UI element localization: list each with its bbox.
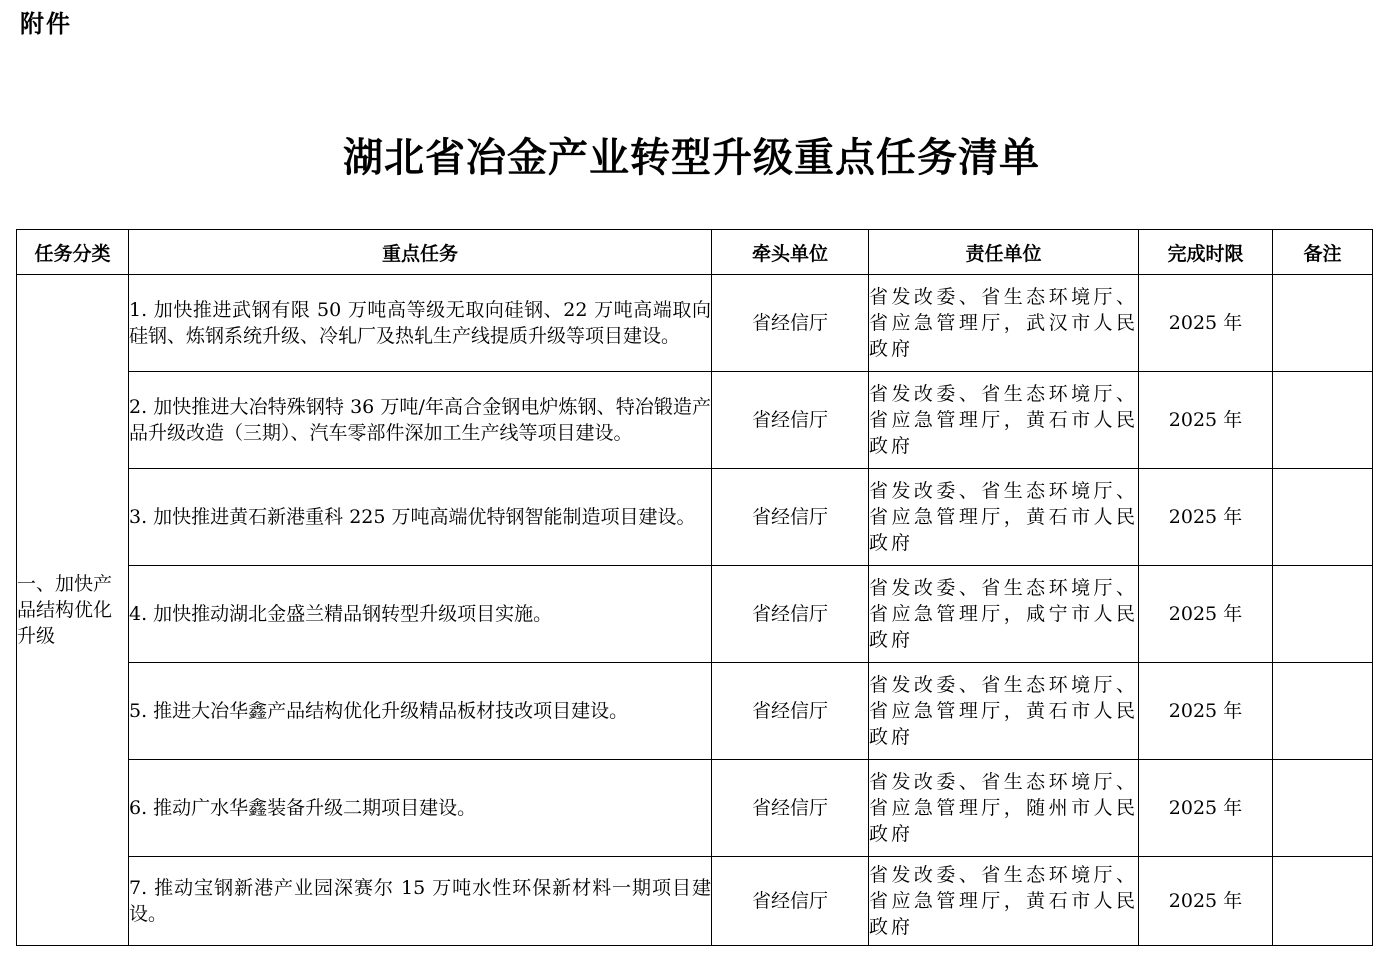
header-category: 任务分类: [17, 230, 129, 275]
responsible-cell: 省发改委、省生态环境厅、省应急管理厅，黄石市人民政府: [869, 372, 1139, 469]
responsible-cell: 省发改委、省生态环境厅、省应急管理厅，黄石市人民政府: [869, 469, 1139, 566]
task-cell: 7. 推动宝钢新港产业园深赛尔 15 万吨水性环保新材料一期项目建设。: [129, 857, 712, 946]
note-cell: [1273, 760, 1373, 857]
header-task: 重点任务: [129, 230, 712, 275]
document-title: 湖北省冶金产业转型升级重点任务清单: [343, 134, 1040, 181]
category-cell: 一、加快产品结构优化升级: [17, 275, 129, 946]
lead-cell: 省经信厅: [712, 566, 869, 663]
task-table: [16, 229, 1373, 946]
lead-cell: 省经信厅: [712, 760, 869, 857]
deadline-cell: 2025 年: [1139, 663, 1273, 760]
task-cell: 5. 推进大冶华鑫产品结构优化升级精品板材技改项目建设。: [129, 663, 712, 760]
task-cell: 3. 加快推进黄石新港重科 225 万吨高端优特钢智能制造项目建设。: [129, 469, 712, 566]
responsible-cell: 省发改委、省生态环境厅、省应急管理厅，黄石市人民政府: [869, 663, 1139, 760]
task-cell: 2. 加快推进大冶特殊钢特 36 万吨/年高合金钢电炉炼钢、特冶锻造产品升级改造（三期）、汽车零部件深加工生产线等项目建设。: [129, 372, 712, 469]
header-deadline: 完成时限: [1139, 230, 1273, 275]
task-cell: 4. 加快推动湖北金盛兰精品钢转型升级项目实施。: [129, 566, 712, 663]
table-row: [17, 566, 1373, 663]
deadline-cell: 2025 年: [1139, 469, 1273, 566]
lead-cell: 省经信厅: [712, 275, 869, 372]
table-row: [17, 663, 1373, 760]
note-cell: [1273, 663, 1373, 760]
lead-cell: 省经信厅: [712, 857, 869, 946]
responsible-cell: 省发改委、省生态环境厅、省应急管理厅，武汉市人民政府: [869, 275, 1139, 372]
note-cell: [1273, 857, 1373, 946]
lead-cell: 省经信厅: [712, 663, 869, 760]
responsible-cell: 省发改委、省生态环境厅、省应急管理厅，随州市人民政府: [869, 760, 1139, 857]
note-cell: [1273, 566, 1373, 663]
table-row: [17, 275, 1373, 372]
deadline-cell: 2025 年: [1139, 275, 1273, 372]
task-cell: 1. 加快推进武钢有限 50 万吨高等级无取向硅钢、22 万吨高端取向硅钢、炼钢系统升级、冷轧厂及热轧生产线提质升级等项目建设。: [129, 275, 712, 372]
deadline-cell: 2025 年: [1139, 857, 1273, 946]
note-cell: [1273, 275, 1373, 372]
header-lead: 牵头单位: [712, 230, 869, 275]
deadline-cell: 2025 年: [1139, 372, 1273, 469]
note-cell: [1273, 372, 1373, 469]
table-row: [17, 857, 1373, 946]
table-row: [17, 469, 1373, 566]
task-cell: 6. 推动广水华鑫装备升级二期项目建设。: [129, 760, 712, 857]
responsible-cell: 省发改委、省生态环境厅、省应急管理厅，咸宁市人民政府: [869, 566, 1139, 663]
table-row: [17, 760, 1373, 857]
lead-cell: 省经信厅: [712, 372, 869, 469]
table-header-row: [17, 230, 1373, 275]
note-cell: [1273, 469, 1373, 566]
deadline-cell: 2025 年: [1139, 760, 1273, 857]
lead-cell: 省经信厅: [712, 469, 869, 566]
header-responsible: 责任单位: [869, 230, 1139, 275]
header-note: 备注: [1273, 230, 1373, 275]
responsible-cell: 省发改委、省生态环境厅、省应急管理厅，黄石市人民政府: [869, 857, 1139, 946]
deadline-cell: 2025 年: [1139, 566, 1273, 663]
attachment-label: 附件: [20, 10, 72, 38]
table-row: [17, 372, 1373, 469]
